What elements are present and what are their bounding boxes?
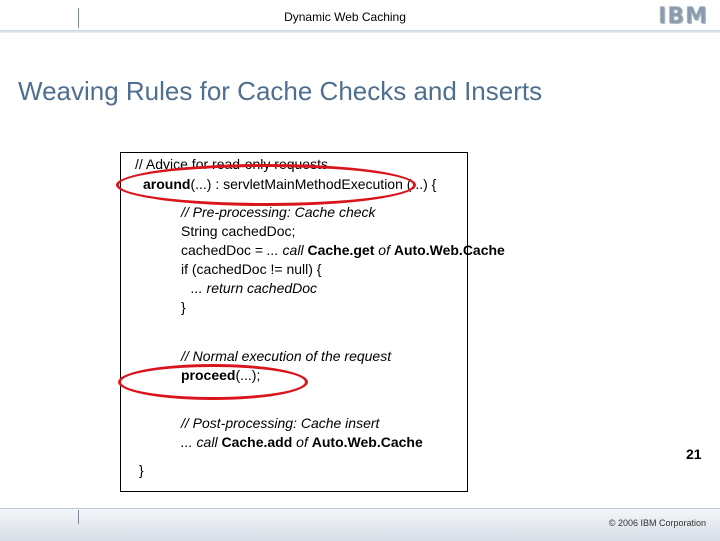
header-band	[0, 30, 720, 33]
comment-normal: // Normal execution of the request	[181, 348, 392, 364]
assign-get: Cache.get	[307, 242, 375, 258]
close-if: }	[181, 299, 186, 315]
assign-call: ... call	[267, 242, 308, 258]
add-class: Auto.Web.Cache	[311, 434, 423, 450]
close-around: }	[139, 462, 144, 478]
return-line: ... return cachedDoc	[191, 280, 318, 296]
highlight-oval-around	[116, 164, 416, 206]
assign-prefix: cachedDoc =	[181, 242, 267, 258]
comment-pre: // Pre-processing: Cache check	[181, 204, 376, 220]
proceed-rest: (...);	[235, 367, 261, 383]
highlight-oval-proceed	[118, 364, 308, 400]
add-method: Cache.add	[221, 434, 293, 450]
assign-line	[181, 241, 505, 259]
around-rest: (...) : servletMainMethodExecution (...) {	[190, 176, 437, 192]
footer-divider	[78, 510, 79, 524]
string-line: String cachedDoc;	[181, 223, 296, 239]
ibm-logo: IBM	[658, 4, 708, 29]
add-of: of	[292, 434, 312, 450]
assign-class: Auto.Web.Cache	[393, 242, 505, 258]
add-call: ... call	[181, 434, 222, 450]
page-number: 21	[686, 446, 702, 462]
header-title: Dynamic Web Caching	[284, 10, 406, 24]
if-line: if (cachedDoc != null) {	[181, 261, 322, 277]
add-line	[181, 433, 423, 451]
proceed-keyword: proceed	[181, 367, 236, 383]
slide-title: Weaving Rules for Cache Checks and Inserts	[18, 76, 543, 106]
comment-advice: // Advice for read-only requests	[135, 156, 328, 172]
comment-post: // Post-processing: Cache insert	[181, 415, 380, 431]
assign-of: of	[374, 242, 394, 258]
around-keyword: around	[143, 176, 191, 192]
footer-copyright: © 2006 IBM Corporation	[608, 518, 706, 528]
